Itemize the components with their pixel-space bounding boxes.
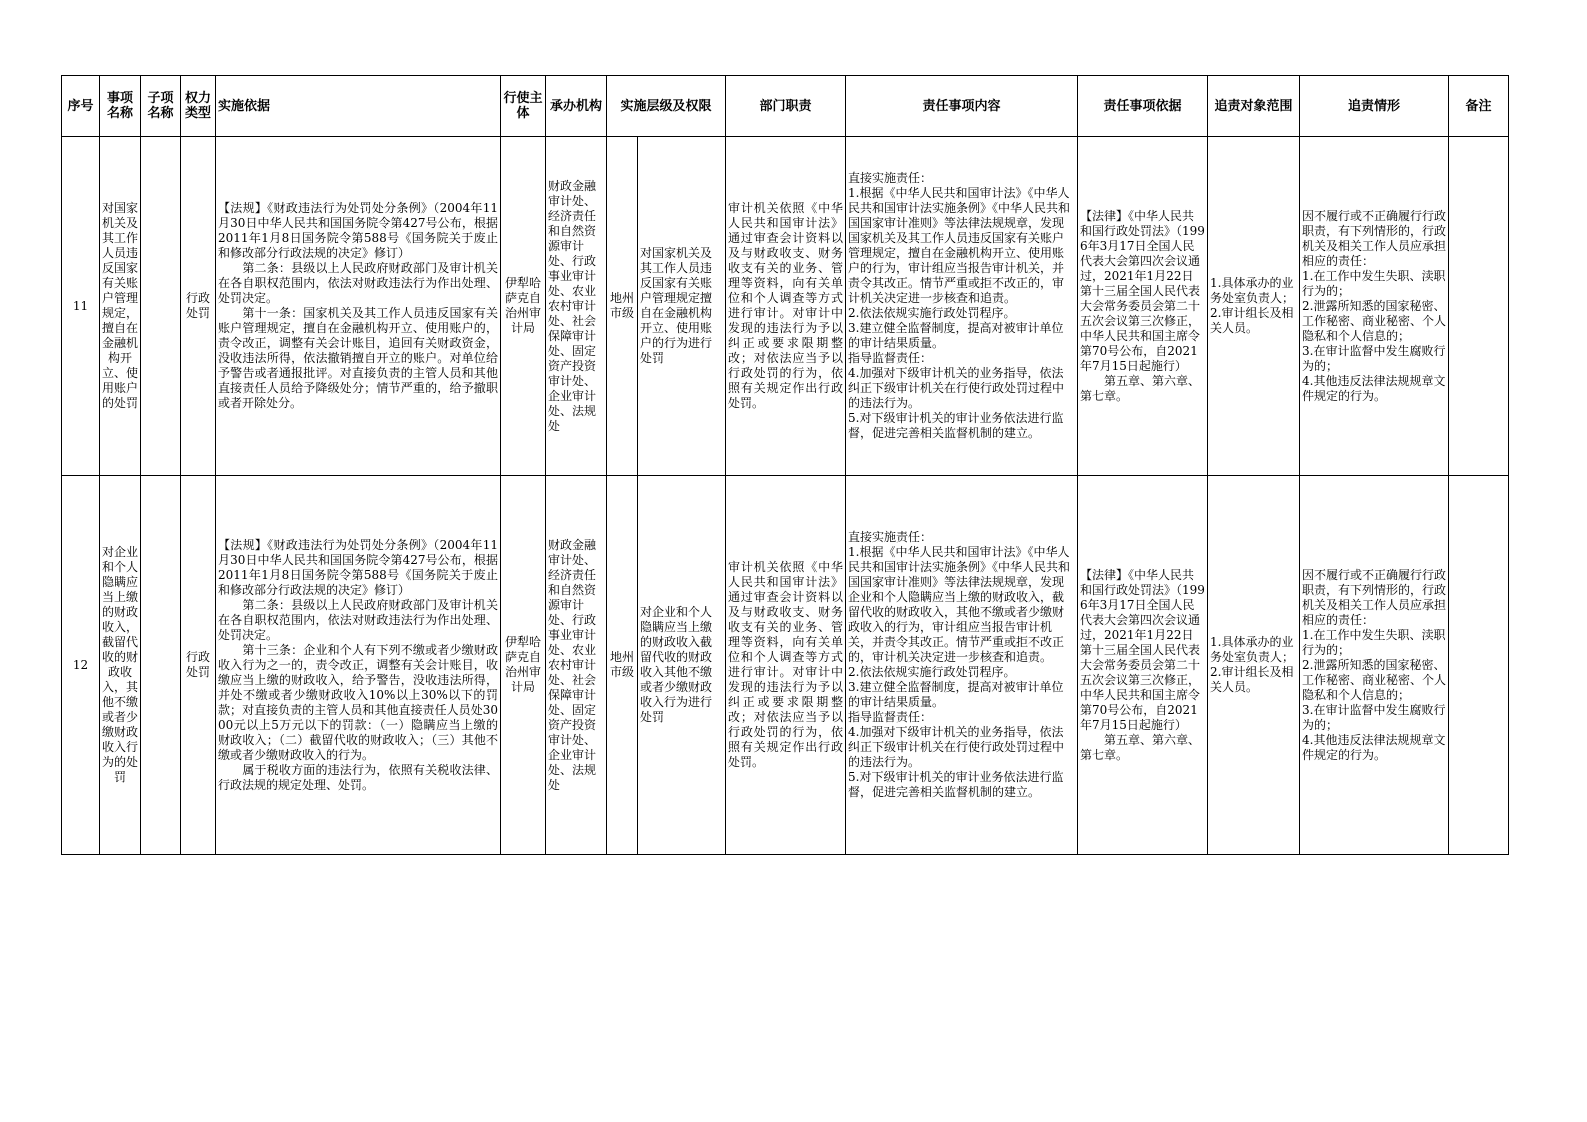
header-sub: 子项名称: [141, 76, 181, 137]
header-resp: 责任事项内容: [846, 76, 1078, 137]
cell-resp: 直接实施责任： 1.根据《中华人民共和国审计法》《中华人民共和国审计法实施条例》《中华人民共和国国家审计准则》等法律法规规章，发现企业和个人隐瞒应当上缴的财政收入，截留代收的财政收入，其他不缴或者少缴财政收入的行为，审计组应当报告审计机关，并责令其改正。情节严重或拒不改正的，审计机关决定进一步核查和追责。 2.依法依规实施行政处罚程序。 3.建立健全监督制度，提高对被审计单位的审计结果质量。 指导监督责任： 4.加强对下级审计机关的业务指导，依法纠正下级审计机关在行使行政处罚过程中的违法行为。 5.对下级审计机关的审计业务依法进行监督，促进完善相关监督机制的建立。: [846, 476, 1078, 855]
header-basis: 实施依据: [216, 76, 501, 137]
cell-sub: [141, 476, 181, 855]
cell-level: 地州市级: [607, 476, 638, 855]
header-seq: 序号: [62, 76, 100, 137]
cell-org: 财政金融审计处、经济责任和自然资源审计处、行政事业审计处、农业农村审计处、社会保障审计处、固定资产投资审计处、企业审计处、法规处: [546, 476, 607, 855]
cell-level: 地州市级: [607, 137, 638, 476]
header-situation: 追责情形: [1300, 76, 1449, 137]
cell-basis: 【法规】《财政违法行为处罚处分条例》（2004年11月30日中华人民共和国国务院令第427号公布，根据2011年1月8日国务院令第588号《国务院关于废止和修改部分行政法规的决定》修订） 第二条：县级以上人民政府财政部门及审计机关在各自职权范围内，依法对财政违法行为作出处理、处罚决定。 第十三条：企业和个人有下列不缴或者少缴财政收入行为之一的，责令改正，调整有关会计账目，收缴应当上缴的财政收入，给予警告，没收违法所得，并处不缴或者少缴财政收入10%以上30%以下的罚款；对直接负责的主管人员和其他直接责任人员处3000元以上5万元以下的罚款：（一）隐瞒应当上缴的财政收入；（二）截留代收的财政收入；（三）其他不缴或者少缴财政收入的行为。 属于税收方面的违法行为，依照有关税收法律、行政法规的规定处理、处罚。: [216, 476, 501, 855]
cell-duty: 审计机关依照《中华人民共和国审计法》通过审查会计资料以及与财政收支、财务收支有关的业务、管理等资料，向有关单位和个人调查等方式进行审计。对审计中发现的违法行为予以纠正或要求限期整改；对依法应当予以行政处罚的行为，依照有关规定作出行政处罚。: [726, 476, 846, 855]
header-duty: 部门职责: [726, 76, 846, 137]
header-power: 权力类型: [181, 76, 216, 137]
cell-resp-basis: 【法律】《中华人民共和国行政处罚法》（1996年3月17日全国人民代表大会第四次会议通过，2021年1月22日第十三届全国人民代表大会常务委员会第二十五次会议第三次修正，中华人民共和国主席令第70号公布，自2021年7月15日起施行） 第五章、第六章、第七章。: [1078, 476, 1208, 855]
cell-subject: 伊犁哈萨克自治州审计局: [501, 137, 546, 476]
table-row: [62, 476, 1509, 855]
header-level: 实施层级及权限: [607, 76, 726, 137]
cell-power: 行政处罚: [181, 137, 216, 476]
header-note: 备注: [1449, 76, 1509, 137]
cell-resp: 直接实施责任： 1.根据《中华人民共和国审计法》《中华人民共和国审计法实施条例》《中华人民共和国国家审计准则》等法律法规规章，发现国家机关及其工作人员违反国家有关账户管理规定，擅自在金融机构开立、使用账户的行为，审计组应当报告审计机关，并责令其改正。情节严重或拒不改正的，审计机关决定进一步核查和追责。 2.依法依规实施行政处罚程序。 3.建立健全监督制度，提高对被审计单位的审计结果质量。 指导监督责任： 4.加强对下级审计机关的业务指导，依法纠正下级审计机关在行使行政处罚过程中的违法行为。 5.对下级审计机关的审计业务依法进行监督，促进完善相关监督机制的建立。: [846, 137, 1078, 476]
cell-item: 对国家机关及其工作人员违反国家有关账户管理规定，擅自在金融机构开立、使用账户的处罚: [100, 137, 141, 476]
table-row: [62, 137, 1509, 476]
header-org: 承办机构: [546, 76, 607, 137]
cell-seq: 11: [62, 137, 100, 476]
header-item: 事项名称: [100, 76, 141, 137]
cell-subject: 伊犁哈萨克自治州审计局: [501, 476, 546, 855]
cell-item: 对企业和个人隐瞒应当上缴的财政收入，截留代收的财政收入，其他不缴或者少缴财政收入行为的处罚: [100, 476, 141, 855]
cell-note: [1449, 137, 1509, 476]
cell-scope: 1.具体承办的业务处室负责人； 2.审计组长及相关人员。: [1208, 137, 1300, 476]
cell-duty: 审计机关依照《中华人民共和国审计法》通过审查会计资料以及与财政收支、财务收支有关的业务、管理等资料，向有关单位和个人调查等方式进行审计。对审计中发现的违法行为予以纠正或要求限期整改；对依法应当予以行政处罚的行为，依照有关规定作出行政处罚。: [726, 137, 846, 476]
cell-resp-basis: 【法律】《中华人民共和国行政处罚法》（1996年3月17日全国人民代表大会第四次会议通过，2021年1月22日第十三届全国人民代表大会常务委员会第二十五次会议第三次修正，中华人民共和国主席令第70号公布，自2021年7月15日起施行） 第五章、第六章、第七章。: [1078, 137, 1208, 476]
cell-sub: [141, 137, 181, 476]
cell-authority: 对国家机关及其工作人员违反国家有关账户管理规定擅自在金融机构开立、使用账户的行为进行处罚: [638, 137, 726, 476]
cell-seq: 12: [62, 476, 100, 855]
cell-basis: 【法规】《财政违法行为处罚处分条例》（2004年11月30日中华人民共和国国务院令第427号公布，根据2011年1月8日国务院令第588号《国务院关于废止和修改部分行政法规的决定》修订） 第二条：县级以上人民政府财政部门及审计机关在各自职权范围内，依法对财政违法行为作出处理、处罚决定。 第十一条：国家机关及其工作人员违反国家有关账户管理规定，擅自在金融机构开立、使用账户的，责令改正，调整有关会计账目，追回有关财政资金，没收违法所得，依法撤销擅自开立的账户。对单位给予警告或者通报批评。对直接负责的主管人员和其他直接责任人员给予降级处分；情节严重的，给予撤职或者开除处分。: [216, 137, 501, 476]
cell-authority: 对企业和个人隐瞒应当上缴的财政收入截留代收的财政收入其他不缴或者少缴财政收入行为进行处罚: [638, 476, 726, 855]
cell-org: 财政金融审计处、经济责任和自然资源审计处、行政事业审计处、农业农村审计处、社会保障审计处、固定资产投资审计处、企业审计处、法规处: [546, 137, 607, 476]
header-resp-basis: 责任事项依据: [1078, 76, 1208, 137]
header-row: [62, 76, 1509, 137]
cell-power: 行政处罚: [181, 476, 216, 855]
cell-note: [1449, 476, 1509, 855]
cell-scope: 1.具体承办的业务处室负责人； 2.审计组长及相关人员。: [1208, 476, 1300, 855]
header-subject: 行使主体: [501, 76, 546, 137]
responsibility-table: [61, 75, 1509, 855]
header-scope: 追责对象范围: [1208, 76, 1300, 137]
cell-situation: 因不履行或不正确履行行政职责，有下列情形的，行政机关及相关工作人员应承担相应的责任： 1.在工作中发生失职、渎职行为的； 2.泄露所知悉的国家秘密、工作秘密、商业秘密、个人隐私和个人信息的； 3.在审计监督中发生腐败行为的； 4.其他违反法律法规规章文件规定的行为。: [1300, 476, 1449, 855]
cell-situation: 因不履行或不正确履行行政职责，有下列情形的，行政机关及相关工作人员应承担相应的责任： 1.在工作中发生失职、渎职行为的； 2.泄露所知悉的国家秘密、工作秘密、商业秘密、个人隐私和个人信息的； 3.在审计监督中发生腐败行为的； 4.其他违反法律法规规章文件规定的行为。: [1300, 137, 1449, 476]
